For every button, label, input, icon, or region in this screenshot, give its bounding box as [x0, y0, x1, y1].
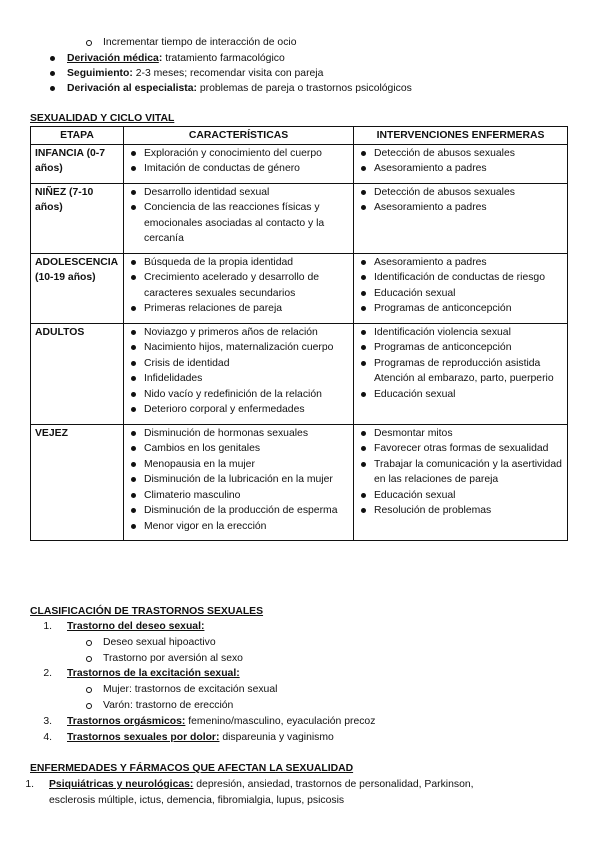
bullet-icon: [131, 407, 136, 412]
bullet-icon: [131, 275, 136, 280]
characteristics-cell: [124, 144, 354, 183]
list-item: Asesoramiento a padres: [358, 255, 563, 271]
circle-bullet-icon: [86, 687, 92, 693]
bullet-title: Seguimiento:: [67, 68, 133, 79]
bullet-icon: [131, 508, 136, 513]
characteristics-cell: [124, 323, 354, 424]
item-title: Trastornos sexuales por dolor:: [67, 732, 220, 743]
stage-cell: ADOLESCENCIA (10-19 años): [31, 253, 124, 323]
list-item: Educación sexual: [358, 488, 563, 504]
characteristics-cell: [124, 183, 354, 253]
circle-bullet-icon: [86, 640, 92, 646]
bullet-icon: [131, 205, 136, 210]
bullet-icon: [131, 345, 136, 350]
list-item: Identificación de conductas de riesgo: [358, 270, 563, 286]
sexualidad-table: [30, 126, 568, 541]
bullet-icon: [361, 330, 366, 335]
circle-bullet-icon: [86, 40, 92, 46]
bullet-icon: [131, 477, 136, 482]
table-row: [31, 144, 568, 183]
list-item: Infidelidades: [128, 371, 349, 387]
circle-bullet-icon: [86, 656, 92, 662]
bullet-title: Derivación al especialista:: [67, 83, 197, 94]
table-row: [31, 253, 568, 323]
stage-cell: VEJEZ: [31, 424, 124, 541]
list-item: Favorecer otras formas de sexualidad: [358, 441, 563, 457]
list-item: Educación sexual: [358, 387, 563, 403]
bullet-icon: [361, 462, 366, 467]
list-item: Atención al embarazo, parto, puerperio: [374, 373, 554, 384]
list-item: Asesoramiento a padres: [358, 161, 563, 177]
list-item: Educación sexual: [358, 286, 563, 302]
column-header: ETAPA: [31, 127, 124, 145]
bullet-icon: [131, 151, 136, 156]
bullet-icon: [131, 361, 136, 366]
list-item: Programas de anticoncepción: [358, 340, 563, 356]
bullet-icon: [131, 166, 136, 171]
list-item: Resolución de problemas: [358, 503, 563, 519]
item-title: Trastorno del deseo sexual:: [67, 621, 205, 632]
bullet-text: tratamiento farmacológico: [165, 53, 285, 64]
enfermedades-item-1-continued: esclerosis múltiple, ictus, demencia, fibromialgia, lupus, psicosis: [49, 795, 345, 806]
characteristics-cell: [124, 253, 354, 323]
bullet-icon: [361, 508, 366, 513]
bullet-icon: [131, 524, 136, 529]
list-item: Disminución de la producción de esperma: [128, 503, 349, 519]
table-row: [31, 183, 568, 253]
column-header: INTERVENCIONES ENFERMERAS: [354, 127, 568, 145]
bullet-text: 2-3 meses; recomendar visita con pareja: [135, 68, 324, 79]
bullet-icon: [361, 361, 366, 366]
bullet-icon: [361, 493, 366, 498]
list-item: Noviazgo y primeros años de relación: [128, 325, 349, 341]
bullet-icon: [50, 56, 55, 61]
bullet-text: problemas de pareja o trastornos psicológicos: [199, 83, 412, 94]
list-item: Climaterio masculino: [128, 488, 349, 504]
list-item: Nido vacío y redefinición de la relación: [128, 387, 349, 403]
list-item: Desmontar mitos: [358, 426, 563, 442]
bullet-icon: [131, 306, 136, 311]
item-title: Trastornos de la excitación sexual:: [67, 668, 240, 679]
list-item: Búsqueda de la propia identidad: [128, 255, 349, 271]
item-title: Psiquiátricas y neurológicas:: [49, 779, 194, 790]
bullet-icon: [50, 86, 55, 91]
circle-bullet-icon: [86, 703, 92, 709]
bullet-icon: [131, 260, 136, 265]
stage-cell: ADULTOS: [31, 323, 124, 424]
bullet-icon: [131, 462, 136, 467]
list-item: Detección de abusos sexuales: [358, 146, 563, 162]
list-item: Menopausia en la mujer: [128, 457, 349, 473]
bullet-icon: [131, 446, 136, 451]
section-heading-sexualidad: SEXUALIDAD Y CICLO VITAL: [30, 113, 175, 124]
bullet-icon: [361, 446, 366, 451]
table-row: [31, 323, 568, 424]
section-heading-enfermedades: ENFERMEDADES Y FÁRMACOS QUE AFECTAN LA SEXUALIDAD: [30, 763, 354, 774]
bullet-icon: [361, 392, 366, 397]
list-item: Identificación violencia sexual: [358, 325, 563, 341]
interventions-cell: [354, 323, 568, 424]
stage-cell: INFANCIA (0-7 años): [31, 144, 124, 183]
bullet-icon: [131, 330, 136, 335]
bullet-icon: [361, 345, 366, 350]
bullet-icon: [131, 392, 136, 397]
interventions-cell: [354, 183, 568, 253]
column-header: CARACTERÍSTICAS: [124, 127, 354, 145]
bullet-icon: [131, 376, 136, 381]
list-item: Deterioro corporal y enfermedades: [128, 402, 349, 418]
bullet-icon: [361, 431, 366, 436]
bullet-icon: [131, 431, 136, 436]
bullet-icon: [361, 260, 366, 265]
interventions-cell: [354, 144, 568, 183]
list-item: Programas de anticoncepción: [358, 301, 563, 317]
list-item: Exploración y conocimiento del cuerpo: [128, 146, 349, 162]
bullet-title: Derivación médica: [67, 53, 159, 64]
bullet-icon: [361, 166, 366, 171]
list-item: Desarrollo identidad sexual: [128, 185, 349, 201]
list-item: Detección de abusos sexuales: [358, 185, 563, 201]
bullet-icon: [361, 151, 366, 156]
item-text: femenino/masculino, eyaculación precoz: [188, 716, 376, 727]
characteristics-cell: [124, 424, 354, 541]
bullet-icon: [361, 275, 366, 280]
list-item: Asesoramiento a padres: [358, 200, 563, 216]
interventions-cell: [354, 253, 568, 323]
table-header-row: [31, 127, 568, 145]
list-item: Cambios en los genitales: [128, 441, 349, 457]
list-item: Menor vigor en la erección: [128, 519, 349, 535]
section-heading-clasificacion: CLASIFICACIÓN DE TRASTORNOS SEXUALES: [30, 606, 264, 617]
table-row: [31, 424, 568, 541]
bullet-icon: [131, 190, 136, 195]
bullet-icon: [50, 71, 55, 76]
bullet-icon: [361, 205, 366, 210]
item-title: Trastornos orgásmicos:: [67, 716, 186, 727]
list-item: Crecimiento acelerado y desarrollo de caracteres sexuales secundarios: [128, 270, 349, 301]
list-item: Programas de reproducción asistida: [358, 356, 563, 372]
list-item: Trabajar la comunicación y la asertividad en las relaciones de pareja: [358, 457, 563, 488]
item-text: depresión, ansiedad, trastornos de personalidad, Parkinson,: [196, 779, 474, 790]
list-item: Nacimiento hijos, maternalización cuerpo: [128, 340, 349, 356]
bullet-icon: [361, 190, 366, 195]
item-text: dispareunia y vaginismo: [222, 732, 334, 743]
bullet-icon: [361, 306, 366, 311]
stage-cell: NIÑEZ (7-10 años): [31, 183, 124, 253]
document-page: Incrementar tiempo de interacción de ocio Derivación médica: tratamiento farmacológico Seguimiento: 2-3 meses; recomendar visita con pareja Derivación al especialista: problemas de pareja o trastornos psicológicos SEXUALIDAD Y CICLO VITAL ETAPA CARACTERÍSTICAS INTERVENCIONES ENFERMERAS INFANCIA (0-7 años) Exploración y conocimiento del cuerpo Imitación de conductas de género Detección de abusos sexuales Asesoramiento a padres NIÑEZ (7-10 años) Desarrollo identidad sexual Conciencia de las reacciones físicas y emocionales asociadas al contacto y la cercanía Detección de abusos sexuales Asesoramiento a padres ADOLESCENCIA (10-19 años) Búsqueda de la propia identidad Crecimiento acelerado y desarrollo de caracteres sexuales secundarios Primeras relaciones de pareja Asesoramiento a padres Identificación de conductas de riesgo Educación sexual Programas de anticoncepción ADULTOS Noviazgo y primeros años de relación Nacimiento hijos, maternalización cuerpo Crisis de identidad Infidelidades Nido vacío y redefinición de la relación Deterioro corporal y enfermedades Identificación violencia sexual Programas de anticoncepción Programas de reproducción asistida Atención al embarazo, parto, puerperio Educación sexual VEJEZ Disminución de hormonas sexuales Cambios en los genitales Menopausia en la mujer Disminución de la lubricación en la mujer Climaterio masculino Disminución de la producción de esperma Menor vigor en la erección Desmontar mitos Favorecer otras formas de sexualidad Trabajar la comunicación y la asertividad en las relaciones de pareja Educación sexual Resolución de problemas CLASIFICACIÓN DE TRASTORNOS SEXUALES 1. Trastorno del deseo sexual: Deseo sexual hipoactivo Trastorno por aversión al sexo 2. Trastornos de la excitación sexual: Mujer: trastornos de excitación sexual Varón: trastorno de erección 3. Trastornos orgásmicos: femenino/masculino, eyaculación precoz 4. Trastornos sexuales por dolor: dispareunia y vaginismo ENFERMEDADES Y FÁRMACOS QUE AFECTAN LA SEXUALIDAD 1. Psiquiátricas y neurológicas: depresión, ansiedad, trastornos de personalidad, Parkinson, esclerosis múltiple, ictus, demencia, fibromialgia, lupus, psicosis: [0, 0, 600, 848]
list-item: Disminución de hormonas sexuales: [128, 426, 349, 442]
list-item: Primeras relaciones de pareja: [128, 301, 349, 317]
list-item: Disminución de la lubricación en la mujer: [128, 472, 349, 488]
list-item: Imitación de conductas de género: [128, 161, 349, 177]
bullet-icon: [131, 493, 136, 498]
list-item: Conciencia de las reacciones físicas y emocionales asociadas al contacto y la cercanía: [128, 200, 349, 247]
bullet-icon: [361, 291, 366, 296]
interventions-cell: [354, 424, 568, 541]
list-item: Crisis de identidad: [128, 356, 349, 372]
